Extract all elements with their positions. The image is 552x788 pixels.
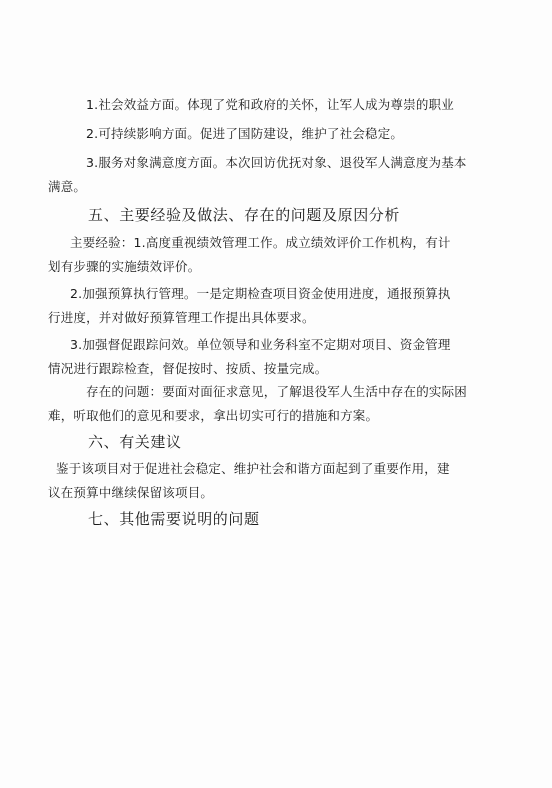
paragraph-satisfaction-line-2: 满意。 (48, 179, 87, 194)
paragraph-budget-execution-line-2: 行进度，并对做好预算管理工作提出具体要求。 (48, 310, 315, 325)
paragraph-tracking-line-1: 3.加强督促跟踪问效。单位领导和业务科室不定期对项目、资金管理 (70, 337, 451, 352)
heading-section-5: 五、主要经验及做法、存在的问题及原因分析 (88, 206, 401, 224)
paragraph-problems-line-2: 难，听取他们的意见和要求，拿出切实可行的措施和方案。 (48, 408, 379, 423)
paragraph-social-benefit: 1.社会效益方面。体现了党和政府的关怀，让军人成为尊崇的职业 (86, 97, 454, 112)
paragraph-suggestion-line-2: 议在预算中继续保留该项目。 (48, 485, 214, 500)
heading-section-6: 六、有关建议 (88, 433, 182, 451)
paragraph-suggestion-line-1: 鉴于该项目对于促进社会稳定、维护社会和谐方面起到了重要作用，建 (56, 461, 450, 476)
paragraph-problems-line-1: 存在的问题：要面对面征求意见，了解退役军人生活中存在的实际困 (86, 384, 468, 399)
paragraph-sustainable-impact: 2.可持续影响方面。促进了国防建设，维护了社会稳定。 (86, 126, 404, 141)
heading-section-7: 七、其他需要说明的问题 (88, 510, 260, 528)
paragraph-tracking-line-2: 情况进行跟踪检查，督促按时、按质、按量完成。 (48, 361, 328, 376)
paragraph-experience-line-2: 划有步骤的实施绩效评价。 (48, 259, 201, 274)
paragraph-satisfaction-line-1: 3.服务对象满意度方面。本次回访优抚对象、退役军人满意度为基本 (86, 155, 467, 170)
paragraph-budget-execution-line-1: 2.加强预算执行管理。一是定期检查项目资金使用进度，通报预算执 (70, 286, 451, 301)
paragraph-experience-line-1: 主要经验：1.高度重视绩效管理工作。成立绩效评价工作机构，有计 (70, 235, 451, 250)
